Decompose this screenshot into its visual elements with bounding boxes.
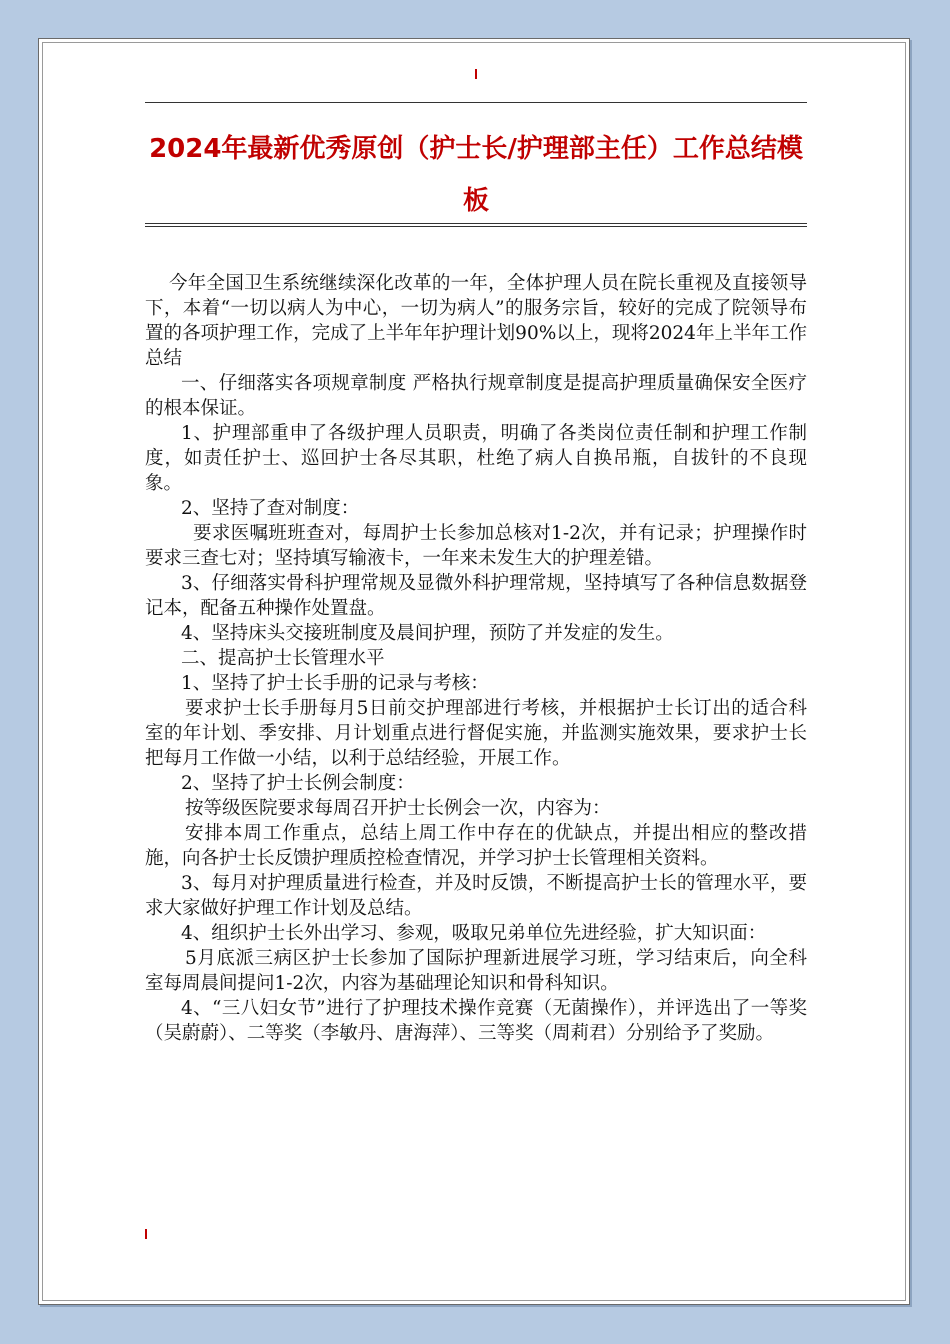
body-paragraph: 4、“三八妇女节”进行了护理技术操作竞赛（无菌操作），并评选出了一等奖（吴蔚蔚）、二等奖（李敏丹、唐海萍）、三等奖（周莉君）分别给予了奖励。: [145, 998, 807, 1044]
title-double-rule: [145, 223, 807, 227]
body-paragraph: 5月底派三病区护士长参加了国际护理新进展学习班，学习结束后，向全科室每周晨间提问1-2次，内容为基础理论知识和骨科知识。: [145, 948, 807, 994]
body-paragraph: 3、仔细落实骨科护理常规及显微外科护理常规，坚持填写了各种信息数据登记本，配备五种操作处置盘。: [145, 573, 807, 619]
header-rule: [145, 102, 807, 103]
document-title: 2024年最新优秀原创（护士长/护理部主任）工作总结模板: [149, 134, 803, 216]
body-paragraph: 今年全国卫生系统继续深化改革的一年，全体护理人员在院长重视及直接领导下，本着“一切以病人为中心，一切为病人”的服务宗旨，较好的完成了院领导布置的各项护理工作，完成了上半年年护理计划90%以上，现将2024年上半年工作总结: [145, 273, 807, 369]
body-paragraph: 二、提高护士长管理水平: [181, 648, 385, 669]
body-paragraph: 1、坚持了护士长手册的记录与考核：: [181, 673, 489, 694]
body-paragraph: 1、护理部重申了各级护理人员职责，明确了各类岗位责任制和护理工作制度，如责任护士、巡回护士各尽其职，杜绝了病人自换吊瓶，自拔针的不良现象。: [145, 423, 807, 494]
header-cursor-mark: [475, 69, 477, 79]
body-paragraph: 2、坚持了查对制度：: [181, 498, 360, 519]
body-paragraph: 安排本周工作重点，总结上周工作中存在的优缺点，并提出相应的整改措施，向各护士长反馈护理质控检查情况，并学习护士长管理相关资料。: [145, 823, 807, 869]
body-paragraph: 按等级医院要求每周召开护士长例会一次，内容为：: [185, 798, 611, 819]
body-paragraph: 要求护士长手册每月5日前交护理部进行考核，并根据护士长订出的适合科室的年计划、季安排、月计划重点进行督促实施，并监测实施效果，要求护士长把每月工作做一小结，以利于总结经验，开展工作。: [145, 698, 807, 769]
document-body: [145, 271, 807, 1046]
body-paragraph: 4、组织护士长外出学习、参观，吸取兄弟单位先进经验，扩大知识面：: [181, 923, 767, 944]
footer-cursor-mark: [145, 1229, 147, 1239]
body-paragraph: 3、每月对护理质量进行检查，并及时反馈，不断提高护士长的管理水平，要求大家做好护理工作计划及总结。: [145, 873, 807, 919]
body-paragraph: 2、坚持了护士长例会制度：: [181, 773, 415, 794]
body-paragraph: 要求医嘱班班查对，每周护士长参加总核对1-2次，并有记录；护理操作时要求三查七对；坚持填写输液卡，一年来未发生大的护理差错。: [145, 523, 807, 569]
body-paragraph: 一、仔细落实各项规章制度 严格执行规章制度是提高护理质量确保安全医疗的根本保证。: [145, 373, 807, 419]
document-page: [38, 38, 910, 1305]
body-paragraph: 4、坚持床头交接班制度及晨间护理，预防了并发症的发生。: [181, 623, 674, 644]
